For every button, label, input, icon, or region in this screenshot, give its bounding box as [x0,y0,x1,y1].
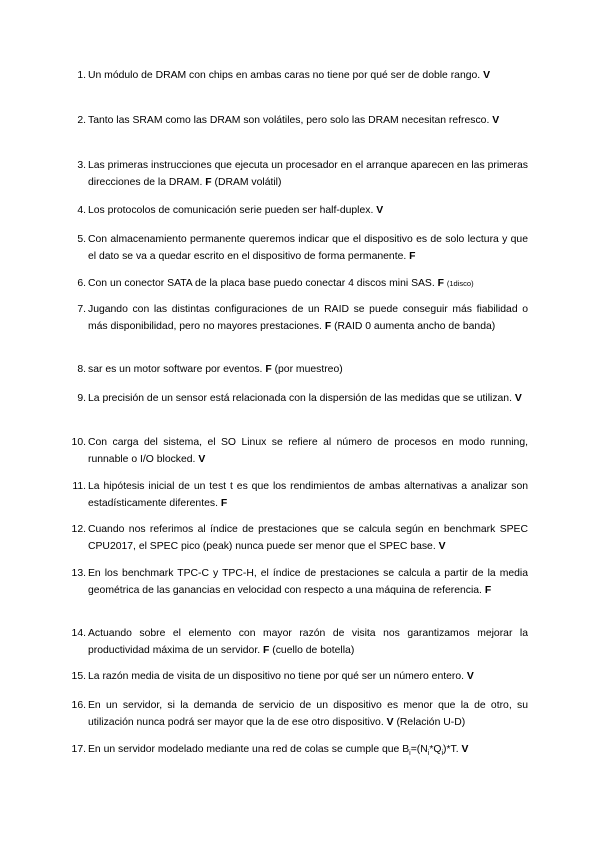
answer: V [376,205,384,216]
answer-note: (cuello de botella) [272,644,355,656]
question-number: 7. [77,304,86,315]
answer: V [438,540,446,552]
question-number: 5. [77,234,86,245]
question-17 [71,742,528,759]
answer: V [461,744,469,755]
answer: F [265,364,272,375]
question-text: La precisión de un sensor está relacionada con la dispersión de las medidas que se utilizan. [88,393,512,404]
question-12 [71,522,528,555]
answer: V [483,70,491,81]
question-number: 16. [71,700,86,711]
question-number: 17. [71,744,86,755]
question-text: Tanto las SRAM como las DRAM son volátiles, pero solo las DRAM necesitan refresco. [88,115,490,126]
question-3 [77,158,528,191]
question-4 [77,203,528,220]
question-text: En los benchmark TPC-C y TPC-H, el índice de prestaciones se calcula a partir de la media geométrica de las ganancias en velocidad con respecto a una máquina de referencia. [88,568,528,596]
question-text: Las primeras instrucciones que ejecuta un procesador en el arranque aparecen en las primeras direcciones de la DRAM. [88,160,528,188]
question-text: Con almacenamiento permanente queremos indicar que el dispositivo es de solo lectura y que el dato se va a quedar escrito en el dispositivo de forma permanente. [88,234,528,262]
question-text: La hipótesis inicial de un test t es que los rendimientos de ambas alternativas a analizar son estadísticamente diferentes. [88,481,528,509]
question-15 [71,669,528,686]
question-text: Actuando sobre el elemento con mayor razón de visita nos garantizamos mejorar la productividad máxima de un servidor. [88,628,528,656]
question-text: Con un conector SATA de la placa base puedo conectar 4 discos mini SAS. [88,278,435,289]
question-text: Un módulo de DRAM con chips en ambas caras no tiene por qué ser de doble rango. [88,70,481,81]
question-number: 10. [71,437,86,448]
question-text: En un servidor modelado mediante una red de colas se cumple que $B_i=(N_i*Q_i)*T$. [88,744,459,758]
answer: F [437,278,444,289]
answer-note: (DRAM volátil) [214,176,282,188]
answer: F [409,250,416,262]
question-7 [77,302,528,335]
answer: V [198,453,206,465]
question-11 [72,479,528,512]
question-text: sar es un motor software por eventos. [88,364,263,375]
question-9 [77,391,528,408]
answer-note: (1disco) [446,279,474,288]
answer: V [492,115,500,126]
question-text: Jugando con las distintas configuraciones de un RAID se puede conseguir más fiabilidad o más disponibilidad, pero no mayores prestaciones. [88,304,528,332]
subscript: i [409,750,411,758]
question-5 [77,232,528,265]
question-text: Los protocolos de comunicación serie pueden ser half-duplex. [88,205,374,216]
question-number: 12. [71,524,86,535]
question-14 [71,626,528,659]
question-2 [77,113,528,130]
question-16 [71,698,528,731]
question-13 [71,566,528,599]
question-number: 11. [72,481,86,492]
answer-note: (por muestreo) [274,364,343,375]
question-text: En un servidor, si la demanda de servicio de un dispositivo es menor que la de otro, su utilización nunca podrá ser mayor que la de ese otro dispositivo. [88,700,528,728]
answer-note: (RAID 0 aumenta ancho de banda) [334,320,496,332]
answer: F [220,497,228,509]
question-number: 6. [77,278,86,289]
question-6 [77,276,528,293]
question-text: La razón media de visita de un dispositivo no tiene por qué ser un número entero. [88,671,465,682]
question-number: 4. [77,205,86,216]
question-number: 3. [77,160,86,171]
question-number: 14. [71,628,86,639]
question-text: Con carga del sistema, el SO Linux se refiere al número de procesos en modo running, runnable o I/O blocked. [88,437,528,465]
answer-note: (Relación U-D) [396,716,466,728]
question-number: 1. [77,70,86,81]
question-number: 8. [77,364,86,375]
question-number: 9. [77,393,86,404]
subscript: i [441,750,444,758]
question-10 [71,435,528,468]
answer: F [324,320,332,332]
subscript: i [427,750,430,758]
question-number: 13. [71,568,86,579]
question-number: 2. [77,115,86,126]
answer: V [386,716,394,728]
answer: F [484,584,492,596]
answer: V [514,393,522,404]
question-text: Cuando nos referimos al índice de prestaciones que se calcula según en benchmark SPEC CPU2017, el SPEC pico (peak) nunca puede ser menor que el SPEC base. [88,524,528,552]
answer: F [205,176,212,188]
question-8 [77,362,528,379]
answer: F [263,644,270,656]
answer: V [466,671,474,682]
question-number: 15. [71,671,86,682]
question-1 [77,68,528,85]
